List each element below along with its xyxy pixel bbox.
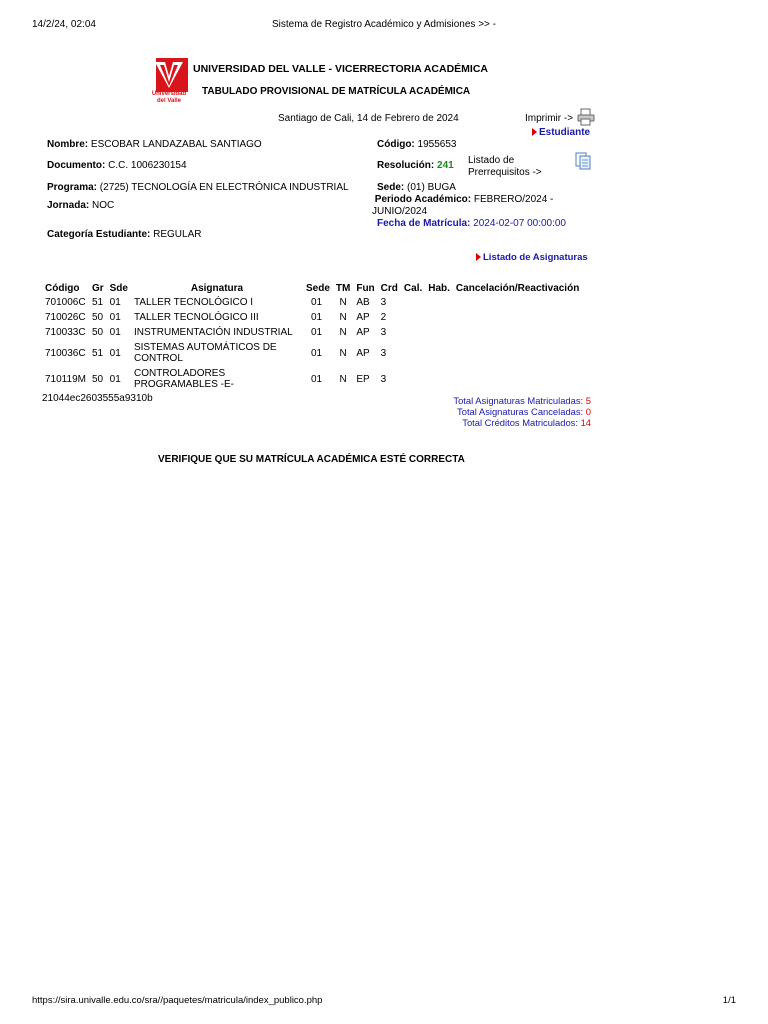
col-fun: Fun bbox=[356, 282, 375, 294]
programa-field: Programa: (2725) TECNOLOGÍA EN ELECTRÓNICA INDUSTRIAL bbox=[47, 182, 349, 193]
col-sde: Sde bbox=[109, 282, 128, 294]
red-arrow-icon bbox=[532, 128, 537, 136]
print-url: https://sira.univalle.edu.co/sra//paquetes/matricula/index_publico.php bbox=[32, 995, 323, 1006]
jornada-field: Jornada: NOC bbox=[47, 200, 115, 211]
col-crd: Crd bbox=[380, 282, 398, 294]
print-page-count: 1/1 bbox=[722, 995, 736, 1006]
col-gr: Gr bbox=[91, 282, 104, 294]
table-row: 710026C 50 01 TALLER TECNOLÓGICO III 01 N AP 2 bbox=[45, 312, 387, 323]
prerrequisitos-link[interactable]: Listado de Prerrequisitos -> bbox=[468, 155, 542, 178]
total-creditos: Total Créditos Matriculados: 14 bbox=[462, 417, 591, 428]
jornada-value: NOC bbox=[92, 200, 115, 211]
periodo-value: FEBRERO/2024 - JUNIO/2024 bbox=[372, 194, 554, 217]
verification-hash: 21044ec2603555a9310b bbox=[42, 393, 153, 404]
print-label: Imprimir -> bbox=[525, 113, 574, 124]
print-datetime: 14/2/24, 02:04 bbox=[32, 19, 96, 30]
nombre-value: ESCOBAR LANDAZABAL SANTIAGO bbox=[90, 139, 262, 150]
codigo-field: Código: 1955653 bbox=[377, 139, 457, 150]
sede-field: Sede: (01) BUGA bbox=[377, 182, 456, 193]
programa-value: (2725) TECNOLOGÍA EN ELECTRÓNICA INDUSTRIAL bbox=[99, 182, 349, 193]
logo-text: Universidad del Valle bbox=[151, 91, 187, 104]
fecha-field: Fecha de Matrícula: 2024-02-07 00:00:00 bbox=[377, 218, 566, 229]
resolucion-field: Resolución: 241 bbox=[377, 160, 454, 171]
periodo-field: Periodo Académico: FEBRERO/2024 - JUNIO/2024 bbox=[372, 194, 554, 217]
place-date: Santiago de Cali, 14 de Febrero de 2024 bbox=[278, 113, 459, 124]
categoria-field: Categoría Estudiante: REGULAR bbox=[47, 229, 202, 240]
col-asignatura: Asignatura bbox=[190, 282, 244, 294]
document-title: TABULADO PROVISIONAL DE MATRÍCULA ACADÉMICA bbox=[202, 86, 471, 97]
col-cal: Cal. bbox=[403, 282, 423, 294]
print-link[interactable] bbox=[525, 113, 573, 124]
totals-block bbox=[420, 395, 591, 428]
sede-value: (01) BUGA bbox=[407, 182, 456, 193]
documento-value: C.C. 1006230154 bbox=[108, 160, 187, 171]
codigo-value: 1955653 bbox=[417, 139, 457, 150]
table-row: 710033C 50 01 INSTRUMENTACIÓN INDUSTRIAL 01 N AP 3 bbox=[45, 327, 387, 338]
col-codigo: Código bbox=[45, 282, 80, 294]
table-header-row bbox=[42, 281, 582, 295]
nombre-field: Nombre: ESCOBAR LANDAZABAL SANTIAGO bbox=[47, 139, 262, 150]
col-tm: TM bbox=[335, 282, 351, 294]
categoria-value: REGULAR bbox=[153, 229, 202, 240]
subjects-table bbox=[42, 281, 582, 392]
red-arrow-icon bbox=[476, 253, 481, 261]
table-row: 710119M 50 01 CONTROLADORES PROGRAMABLES -E- 01 N EP 3 bbox=[45, 368, 387, 390]
print-page-title: Sistema de Registro Académico y Admisiones >> - bbox=[272, 19, 496, 30]
col-sede: Sede bbox=[305, 282, 330, 294]
university-title: UNIVERSIDAD DEL VALLE - VICERRECTORIA ACADÉMICA bbox=[193, 63, 488, 75]
col-cancelacion: Cancelación/Reactivación bbox=[455, 282, 580, 294]
total-matriculadas: Total Asignaturas Matriculadas: 5 bbox=[453, 395, 591, 406]
asignaturas-link[interactable]: Listado de Asignaturas bbox=[476, 252, 588, 263]
document-icon[interactable] bbox=[575, 152, 591, 173]
col-hab: Hab. bbox=[428, 282, 450, 294]
printer-icon[interactable] bbox=[577, 108, 595, 129]
verify-notice: VERIFIQUE QUE SU MATRÍCULA ACADÉMICA ESTÉ CORRECTA bbox=[158, 454, 465, 465]
table-row: 710036C 51 01 SISTEMAS AUTOMÁTICOS DE CONTROL 01 N AP 3 bbox=[45, 342, 387, 364]
student-link[interactable]: Estudiante bbox=[532, 127, 590, 138]
resolucion-value: 241 bbox=[437, 160, 454, 171]
fecha-value: 2024-02-07 00:00:00 bbox=[473, 218, 566, 229]
documento-field: Documento: C.C. 1006230154 bbox=[47, 160, 187, 171]
univalle-logo bbox=[150, 52, 188, 108]
total-canceladas: Total Asignaturas Canceladas: 0 bbox=[457, 406, 591, 417]
table-row: 701006C 51 01 TALLER TECNOLÓGICO I 01 N AB 3 bbox=[45, 297, 387, 308]
